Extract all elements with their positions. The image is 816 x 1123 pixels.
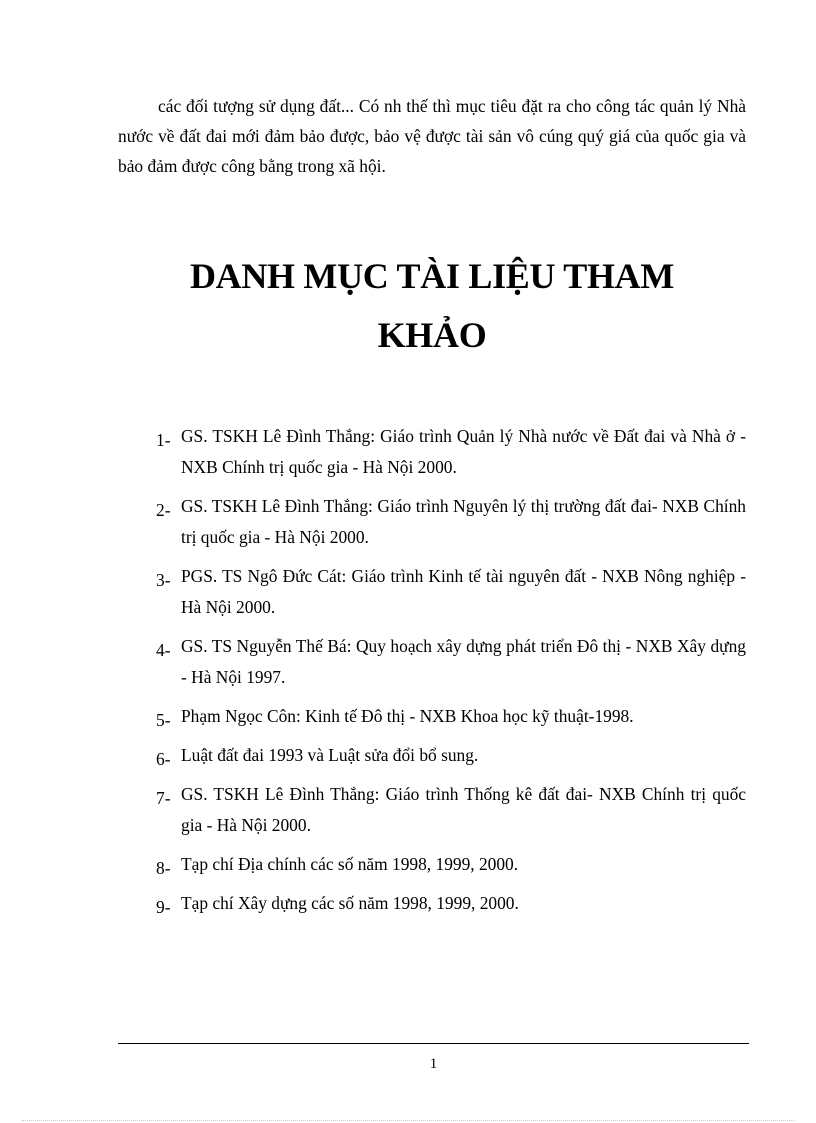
reference-text: Tạp chí Địa chính các số năm 1998, 1999, 2000. — [181, 854, 519, 874]
reference-number: 8- — [156, 858, 171, 878]
page-bottom-edge — [22, 1120, 794, 1121]
reference-item — [150, 779, 746, 841]
reference-number: 2- — [156, 500, 171, 520]
reference-text: Tạp chí Xây dựng các số năm 1998, 1999, 2000. — [181, 893, 519, 913]
reference-item — [150, 631, 746, 693]
heading-line-2: KHẢO — [377, 315, 487, 355]
reference-number: 4- — [156, 640, 171, 660]
reference-text: PGS. TS Ngô Đức Cát: Giáo trình Kinh tế tài nguyên đất - NXB Nông nghiệp - Hà Nội 2000. — [181, 566, 746, 617]
reference-item — [150, 888, 746, 919]
reference-number: 3- — [156, 570, 171, 590]
footer-divider — [118, 1043, 749, 1044]
reference-text: GS. TSKH Lê Đình Thắng: Giáo trình Quản lý Nhà nước về Đất đai và Nhà ở - NXB Chính trị quốc gia - Hà Nội 2000. — [181, 426, 746, 477]
reference-item — [150, 421, 746, 483]
reference-text: GS. TS Nguyễn Thế Bá: Quy hoạch xây dựng phát triển Đô thị - NXB Xây dựng - Hà Nội 1997. — [181, 636, 746, 687]
reference-list — [150, 421, 746, 927]
reference-item — [150, 740, 746, 771]
reference-number: 7- — [156, 788, 171, 808]
reference-item — [150, 561, 746, 623]
intro-paragraph: các đối tượng sử dụng đất... Có nh thế thì mục tiêu đặt ra cho công tác quản lý Nhà nước về đất đai mới đảm bảo được, bảo vệ được tài sản vô cúng quý giá của quốc gia và bảo đảm được công bằng trong xã hội. — [118, 96, 746, 176]
reference-text: GS. TSKH Lê Đình Thắng: Giáo trình Thống kê đất đai- NXB Chính trị quốc gia - Hà Nội 2000. — [181, 784, 746, 835]
reference-number: 6- — [156, 749, 171, 769]
reference-item — [150, 491, 746, 553]
reference-text: Luật đất đai 1993 và Luật sửa đổi bổ sung. — [181, 745, 479, 765]
reference-number: 5- — [156, 710, 171, 730]
reference-text: GS. TSKH Lê Đình Thắng: Giáo trình Nguyên lý thị trường đất đai- NXB Chính trị quốc gia - Hà Nội 2000. — [181, 496, 746, 547]
reference-item — [150, 849, 746, 880]
reference-number: 9- — [156, 897, 171, 917]
heading-line-1: DANH MỤC TÀI LIỆU THAM — [189, 256, 675, 296]
reference-text: Phạm Ngọc Côn: Kinh tế Đô thị - NXB Khoa học kỹ thuật-1998. — [181, 706, 634, 726]
bibliography-heading — [118, 247, 746, 365]
reference-item — [150, 701, 746, 732]
reference-number: 1- — [156, 430, 171, 450]
page-number: 1 — [429, 1056, 438, 1072]
